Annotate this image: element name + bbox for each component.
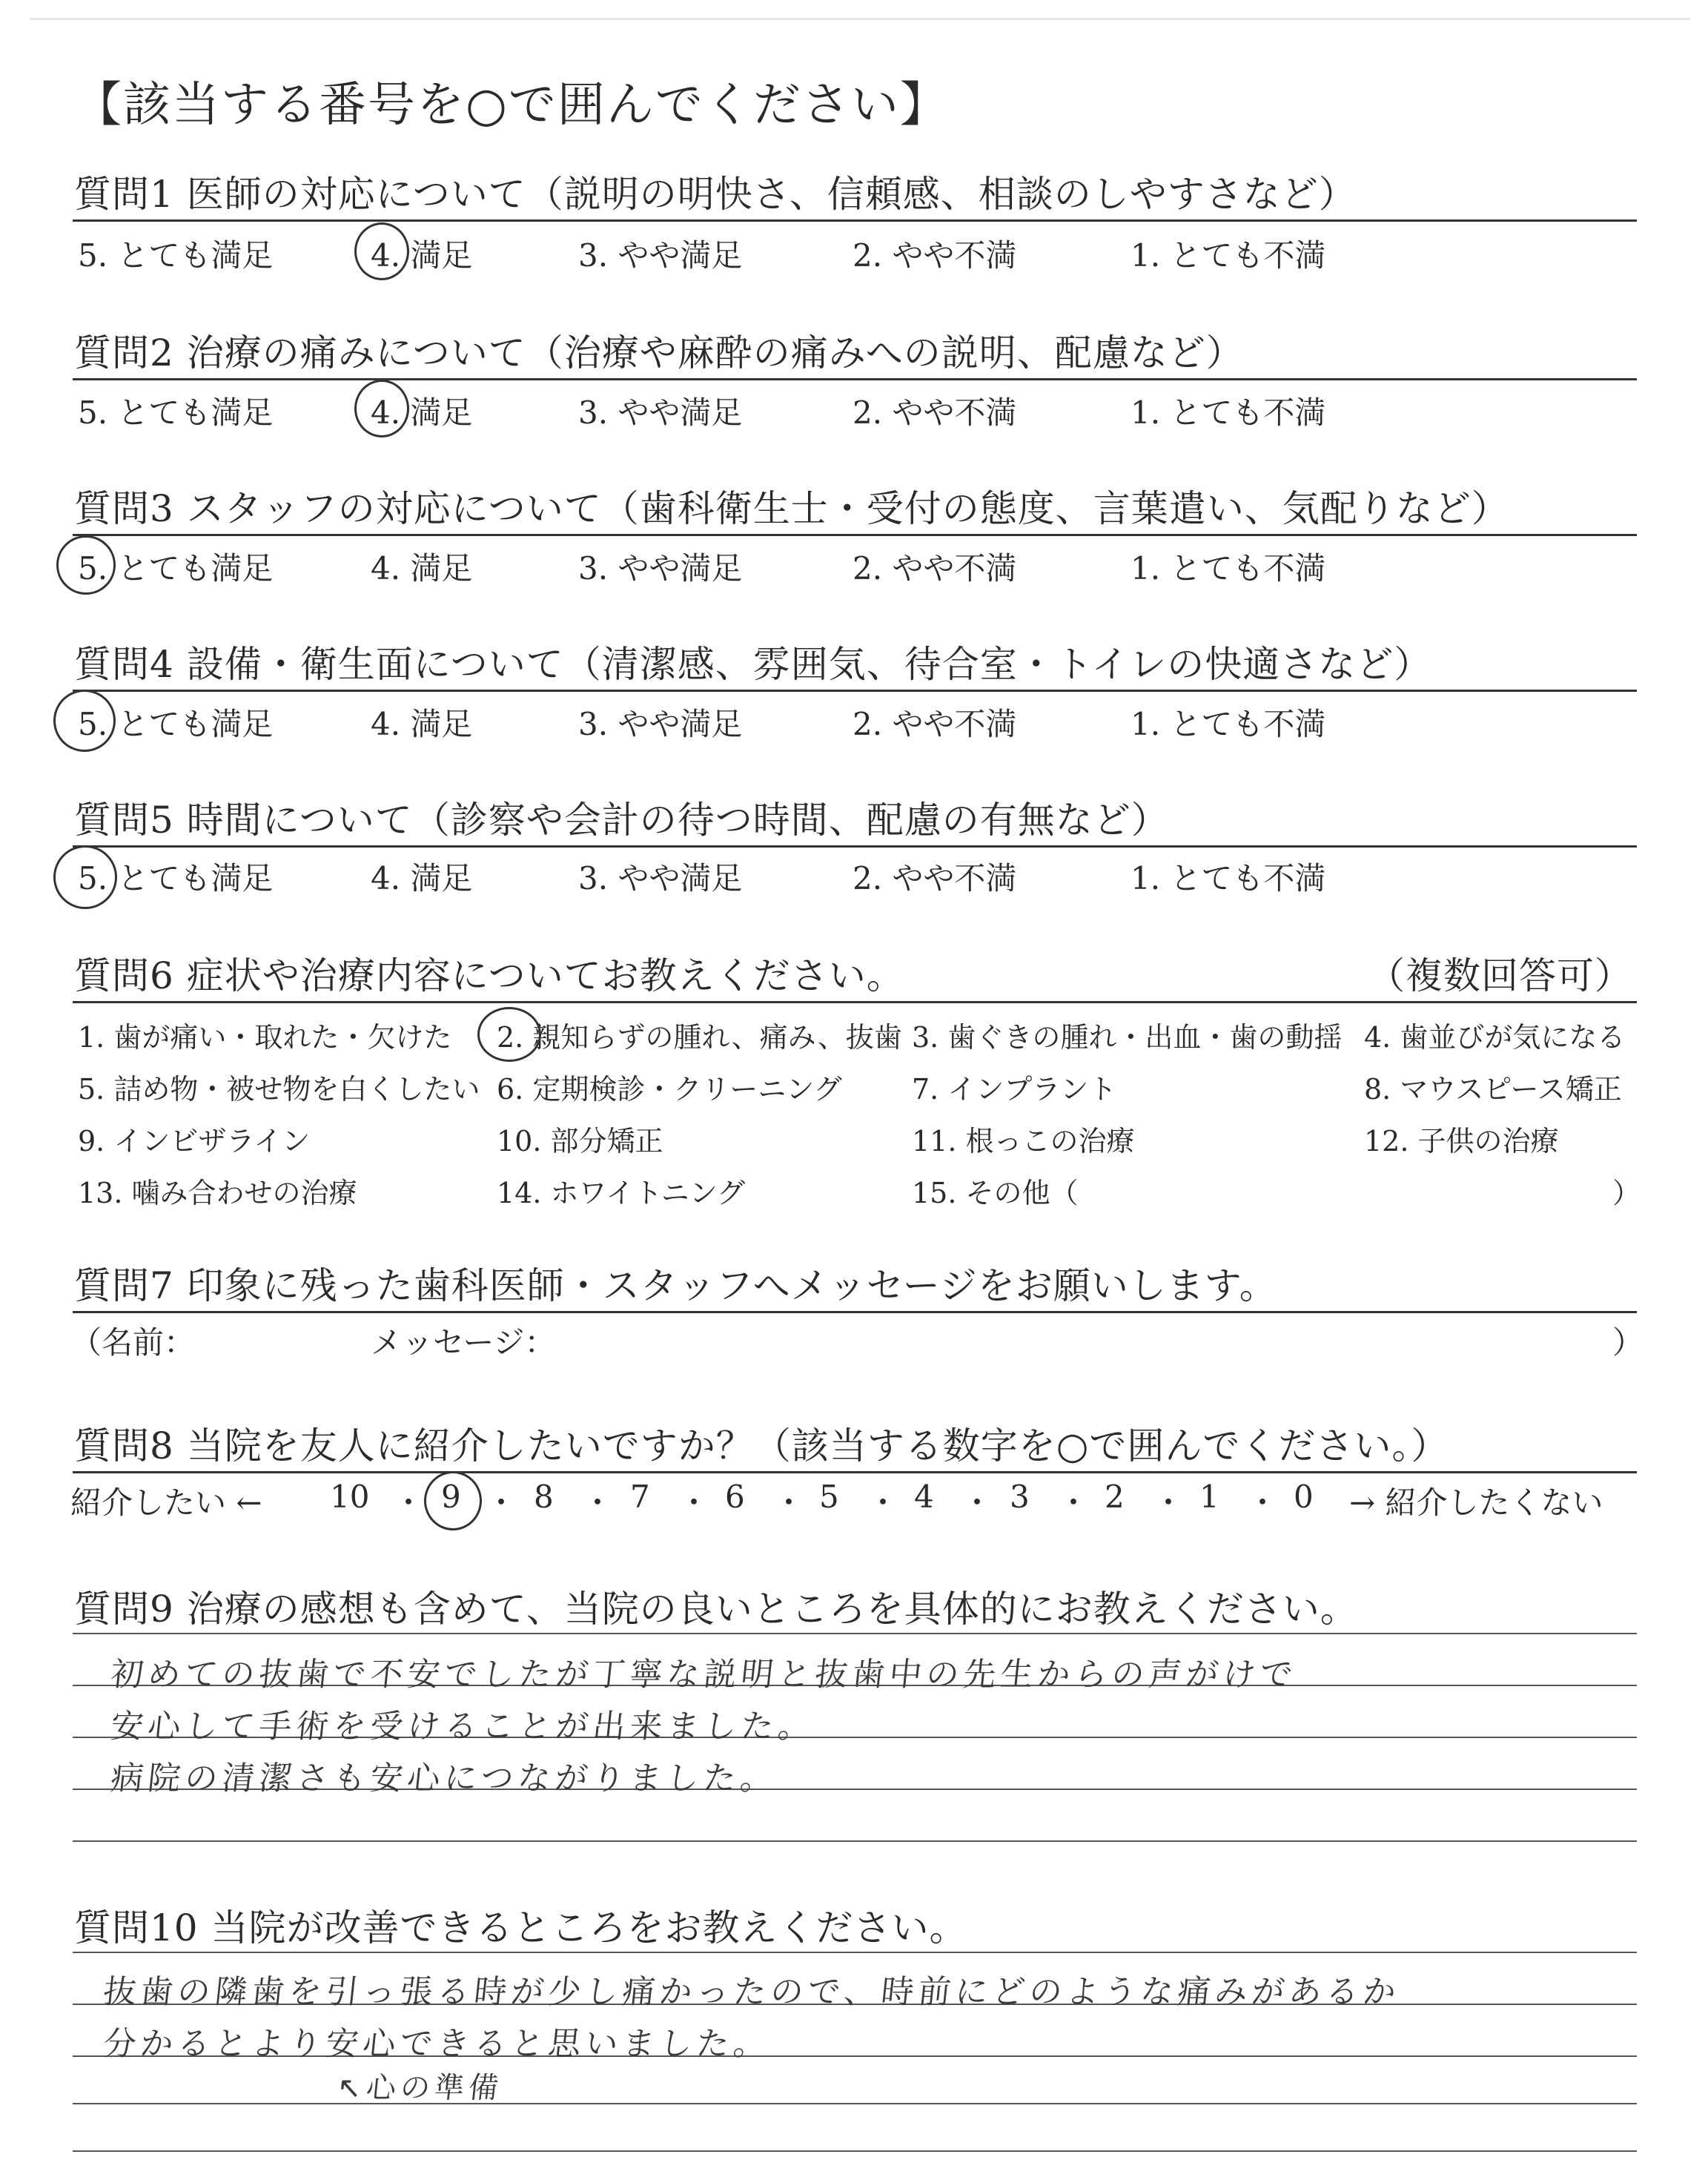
q10-answer-line-2: 分かるとより安心できると思いました。 [101, 2025, 773, 2063]
q6-option-15[interactable]: 15. その他（ [912, 1177, 1079, 1209]
q2-selected-circle [354, 380, 409, 437]
q10-writing-line [73, 2103, 1637, 2104]
question-3-heading: 質問3 スタッフの対応について（歯科衛生士・受付の態度、言葉遣い、気配りなど） [74, 487, 1509, 530]
q3-option-1[interactable]: 1. とても不満 [1131, 550, 1326, 587]
q6-option-1[interactable]: 1. 歯が痛い・取れた・欠けた [78, 1021, 452, 1054]
q2-option-4[interactable]: 4. 満足 [371, 394, 473, 431]
q6-option-10[interactable]: 10. 部分矯正 [497, 1125, 663, 1157]
q8-scale-sep: ・ [773, 1484, 805, 1521]
q8-scale-10[interactable]: 10 [330, 1479, 370, 1515]
question-2-rule [73, 378, 1637, 380]
q6-option-13[interactable]: 13. 噛み合わせの治療 [78, 1177, 357, 1209]
question-3-rule [73, 534, 1637, 536]
q1-option-1[interactable]: 1. とても不満 [1131, 237, 1326, 274]
q8-scale-sep: ・ [486, 1484, 517, 1521]
q4-option-2[interactable]: 2. やや不満 [853, 706, 1017, 742]
q6-option-9[interactable]: 9. インビザライン [78, 1125, 311, 1157]
q6-option-5[interactable]: 5. 詰め物・被せ物を白くしたい [78, 1073, 480, 1106]
q1-option-2[interactable]: 2. やや不満 [853, 237, 1017, 274]
q7-message-label: メッセージ： [371, 1324, 556, 1361]
q6-option-2[interactable]: 2. 親知らずの腫れ、痛み、抜歯 [497, 1021, 902, 1054]
question-5-rule [73, 845, 1637, 848]
q3-option-5[interactable]: 5. とても満足 [78, 550, 274, 587]
q7-close: ） [1612, 1324, 1644, 1361]
q8-selected-circle [424, 1471, 482, 1530]
q1-selected-circle [354, 222, 409, 280]
question-4-rule [73, 690, 1637, 692]
q8-scale-7[interactable]: 7 [630, 1479, 650, 1515]
q6-option-12[interactable]: 12. 子供の治療 [1364, 1125, 1559, 1157]
q2-option-1[interactable]: 1. とても不満 [1131, 394, 1326, 431]
q8-scale-sep: ・ [1153, 1484, 1185, 1521]
q6-option-14[interactable]: 14. ホワイトニング [497, 1177, 746, 1209]
q8-scale-2[interactable]: 2 [1105, 1479, 1125, 1515]
q5-selected-circle [53, 845, 117, 909]
q9-writing-line [73, 1840, 1637, 1842]
question-4-heading: 質問4 設備・衛生面について（清潔感、雰囲気、待合室・トイレの快適さなど） [74, 643, 1432, 686]
q8-scale-0[interactable]: 0 [1294, 1479, 1314, 1515]
q1-option-5[interactable]: 5. とても満足 [78, 237, 274, 274]
q3-option-3[interactable]: 3. やや満足 [578, 550, 743, 587]
question-10-heading: 質問10 当院が改善できるところをお教えください。 [74, 1906, 967, 1949]
q10-writing-line [73, 2150, 1637, 2152]
q5-option-1[interactable]: 1. とても不満 [1131, 860, 1326, 896]
question-9-heading: 質問9 治療の感想も含めて、当院の良いところを具体的にお教えください。 [74, 1588, 1358, 1631]
q5-option-5[interactable]: 5. とても満足 [78, 860, 274, 896]
q6-option-7[interactable]: 7. インプラント [912, 1073, 1117, 1106]
q8-scale-sep: ・ [582, 1484, 614, 1521]
q9-answer-line-2: 安心して手術を受けることが出来ました。 [108, 1708, 818, 1745]
q4-option-4[interactable]: 4. 満足 [371, 706, 473, 742]
q8-scale-sep: ・ [1058, 1484, 1090, 1521]
q4-option-3[interactable]: 3. やや満足 [578, 706, 743, 742]
q5-option-3[interactable]: 3. やや満足 [578, 860, 743, 896]
question-7-heading: 質問7 印象に残った歯科医師・スタッフへメッセージをお願いします。 [74, 1264, 1277, 1307]
q8-scale-5[interactable]: 5 [819, 1479, 839, 1515]
q10-annotation: ↖心の準備 [335, 2071, 505, 2105]
q6-other-close: ） [1612, 1177, 1641, 1209]
q6-option-3[interactable]: 3. 歯ぐきの腫れ・出血・歯の動揺 [912, 1021, 1343, 1054]
question-5-heading: 質問5 時間について（診察や会計の待つ時間、配慮の有無など） [74, 799, 1169, 842]
q8-scale-8[interactable]: 8 [534, 1479, 554, 1515]
q1-option-4[interactable]: 4. 満足 [371, 237, 473, 274]
q6-selected-circle [477, 1007, 541, 1062]
q8-scale-3[interactable]: 3 [1010, 1479, 1030, 1515]
q1-option-3[interactable]: 3. やや満足 [578, 237, 743, 274]
q2-option-2[interactable]: 2. やや不満 [853, 394, 1017, 431]
question-7-rule [73, 1311, 1637, 1313]
q8-scale-sep: ・ [678, 1484, 710, 1521]
q5-option-2[interactable]: 2. やや不満 [853, 860, 1017, 896]
q3-option-2[interactable]: 2. やや不満 [853, 550, 1017, 587]
q8-scale-9[interactable]: 9 [441, 1479, 461, 1515]
q7-name-label: （名前： [70, 1324, 196, 1361]
q4-selected-circle [53, 690, 116, 752]
question-1-rule [73, 219, 1637, 222]
question-6-note: （複数回答可） [1368, 954, 1632, 997]
q8-scale-6[interactable]: 6 [725, 1479, 745, 1515]
q6-option-6[interactable]: 6. 定期検診・クリーニング [497, 1073, 842, 1106]
q6-option-11[interactable]: 11. 根っこの治療 [912, 1125, 1135, 1157]
question-1-heading: 質問1 医師の対応について（説明の明快さ、信頼感、相談のしやすさなど） [74, 173, 1357, 216]
q9-writing-line [73, 1633, 1637, 1634]
q10-answer-line-1: 抜歯の隣歯を引っ張る時が少し痛かったので、時前にどのような痛みがあるか [101, 1973, 1403, 2011]
question-6-heading: 質問6 症状や治療内容についてお教えください。 [74, 954, 904, 997]
question-2-heading: 質問2 治療の痛みについて（治療や麻酔の痛みへの説明、配慮など） [74, 331, 1244, 374]
q4-option-5[interactable]: 5. とても満足 [78, 706, 274, 742]
q9-answer-line-1: 初めての抜歯で不安でしたが丁寧な説明と抜歯中の先生からの声がけで [108, 1656, 1300, 1694]
q2-option-3[interactable]: 3. やや満足 [578, 394, 743, 431]
question-8-heading: 質問8 当院を友人に紹介したいですか？（該当する数字を○で囲んでください。） [74, 1424, 1449, 1467]
q4-option-1[interactable]: 1. とても不満 [1131, 706, 1326, 742]
q8-scale-sep: ・ [393, 1484, 425, 1521]
q3-selected-circle [56, 535, 116, 595]
q8-right-label: → 紹介したくない [1349, 1484, 1603, 1521]
q3-option-4[interactable]: 4. 満足 [371, 550, 473, 587]
q8-scale-4[interactable]: 4 [914, 1479, 934, 1515]
q10-writing-line [73, 1952, 1637, 1953]
question-8-rule [73, 1471, 1637, 1473]
page-top-border [30, 18, 1690, 20]
q8-scale-sep: ・ [867, 1484, 899, 1521]
page-title: 【該当する番号を○で囲んでください】 [74, 78, 949, 133]
q9-answer-line-3: 病院の清潔さも安心につながりました。 [108, 1760, 780, 1797]
q2-option-5[interactable]: 5. とても満足 [78, 394, 274, 431]
q8-scale-sep: ・ [961, 1484, 993, 1521]
q6-option-8[interactable]: 8. マウスピース矯正 [1364, 1073, 1622, 1106]
q8-scale-sep: ・ [1247, 1484, 1279, 1521]
question-6-rule [73, 1001, 1637, 1003]
q6-option-4[interactable]: 4. 歯並びが気になる [1364, 1021, 1626, 1054]
q8-left-label: 紹介したい ← [70, 1484, 262, 1521]
q8-scale-1[interactable]: 1 [1199, 1479, 1219, 1515]
q5-option-4[interactable]: 4. 満足 [371, 860, 473, 896]
